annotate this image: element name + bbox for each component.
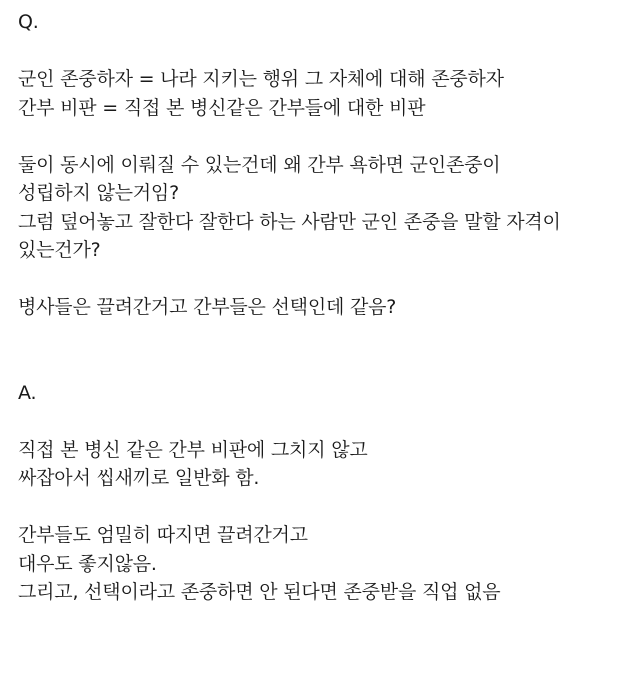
answer-line: 대우도 좋지않음. [18,552,157,575]
question-line: 간부 비판 = 직접 본 병신같은 간부들에 대한 비판 [18,96,426,119]
answer-marker: A. [18,381,37,404]
question-line: 병사들은 끌려간거고 간부들은 선택인데 같음? [18,296,397,318]
answer-line: 직접 본 병신 같은 간부 비판에 그치지 않고 [18,438,368,461]
question-line: 성립하지 않는거임? [18,182,179,204]
question-line: 있는건가? [18,239,101,261]
question-line: 그럼 덮어놓고 잘한다 잘한다 하는 사람만 군인 존중을 말할 자격이 [18,210,561,233]
spacer [18,265,630,294]
answer-line: 간부들도 엄밀히 따지면 끌려간거고 [18,524,308,546]
answer-line: 싸잡아서 씹새끼로 일반화 함. [18,467,260,489]
question-marker: Q. [18,11,39,33]
qa-document [18,8,630,607]
answer-line: 그리고, 선택이라고 존중하면 안 된다면 존중받을 직업 없음 [18,581,501,603]
spacer [18,350,630,379]
spacer [18,37,630,66]
question-line: 둘이 동시에 이뤄질 수 있는건데 왜 간부 욕하면 군인존중이 [18,153,501,176]
spacer [18,407,630,436]
spacer [18,322,630,351]
question-line: 군인 존중하자 = 나라 지키는 행위 그 자체에 대해 존중하자 [18,68,504,90]
spacer [18,122,630,151]
spacer [18,493,630,522]
